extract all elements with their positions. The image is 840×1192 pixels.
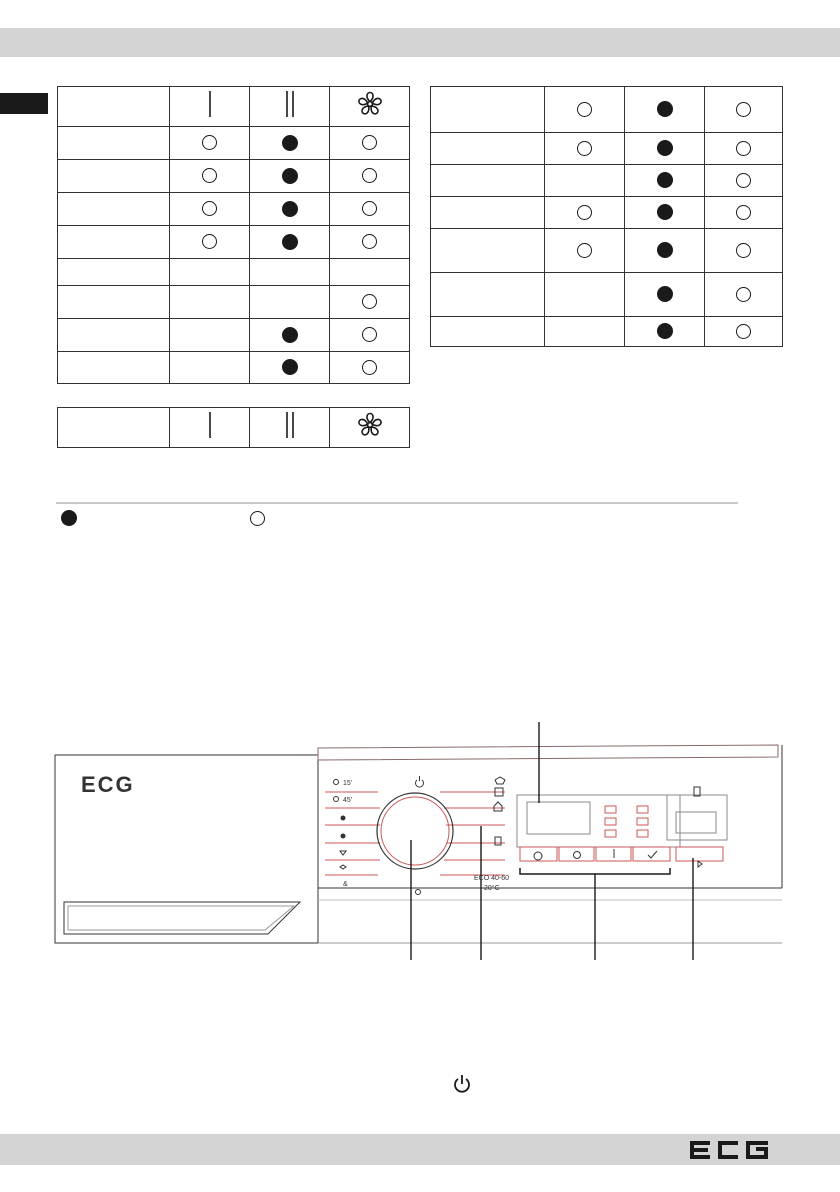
options-table-left [57, 86, 410, 384]
table-row [58, 352, 410, 384]
program-label-eco: ECO 40-60 [474, 875, 510, 882]
table-row [58, 127, 410, 160]
open-circle-icon [202, 234, 217, 249]
filled-circle-icon [657, 172, 673, 188]
option-cell [330, 226, 410, 259]
open-circle-icon [577, 102, 592, 117]
open-circle-icon [202, 201, 217, 216]
open-circle-icon [577, 205, 592, 220]
filled-circle-icon [61, 510, 77, 526]
header-cell [250, 408, 330, 448]
program-label: 45' [343, 797, 353, 804]
header-cell [170, 408, 250, 448]
filled-circle-icon [657, 242, 673, 258]
table-row [58, 319, 410, 352]
option-cell [170, 226, 250, 259]
option-cell [705, 87, 783, 133]
row-label-cell [58, 319, 170, 352]
filled-circle-icon [282, 201, 298, 217]
header-cell [250, 87, 330, 127]
option-cell [625, 133, 705, 165]
panel-logo: ECG [81, 772, 135, 797]
option-cell [250, 319, 330, 352]
option-cell [170, 319, 250, 352]
option-cell [330, 352, 410, 384]
row-label-cell [431, 197, 545, 229]
open-circle-icon [362, 135, 377, 150]
open-circle-icon [736, 173, 751, 188]
option-cell [625, 229, 705, 273]
separator-line [56, 502, 738, 504]
control-panel-illustration [0, 710, 840, 970]
option-cell [170, 160, 250, 193]
row-label-cell [431, 317, 545, 347]
option-cell [330, 259, 410, 286]
filled-circle-icon [282, 135, 298, 151]
header-cell [58, 408, 170, 448]
options-table-small [57, 407, 410, 448]
row-label-cell [58, 160, 170, 193]
option-cell [250, 259, 330, 286]
filled-circle-icon [657, 101, 673, 117]
filled-circle-icon [282, 168, 298, 184]
row-label-cell [58, 352, 170, 384]
open-circle-icon [362, 234, 377, 249]
open-circle-icon [362, 168, 377, 183]
filled-circle-icon [657, 204, 673, 220]
filled-circle-icon [657, 140, 673, 156]
filled-circle-icon [282, 327, 298, 343]
option-cell [330, 286, 410, 319]
program-label: 15' [343, 780, 353, 787]
option-cell [625, 87, 705, 133]
table-header-row [58, 87, 410, 127]
row-label-cell [58, 286, 170, 319]
option-cell [705, 317, 783, 347]
open-circle-icon [736, 141, 751, 156]
open-circle-icon [362, 360, 377, 375]
option-cell [705, 133, 783, 165]
option-cell [705, 229, 783, 273]
table-row [58, 226, 410, 259]
option-cell [705, 165, 783, 197]
option-cell [250, 160, 330, 193]
open-circle-icon [202, 168, 217, 183]
table-row [58, 193, 410, 226]
table-row [431, 197, 783, 229]
option-cell [625, 165, 705, 197]
power-icon [452, 1073, 472, 1100]
filled-circle-icon [657, 286, 673, 302]
program-label-20: 20°C [484, 885, 500, 892]
fan-icon [357, 412, 383, 443]
option-cell [170, 286, 250, 319]
filled-circle-icon [657, 323, 673, 339]
header-cell [330, 408, 410, 448]
table-row [58, 259, 410, 286]
option-cell [545, 197, 625, 229]
open-circle-icon [362, 327, 377, 342]
filled-circle-icon [282, 359, 298, 375]
header-bar [0, 28, 840, 57]
option-cell [250, 352, 330, 384]
option-cell [545, 317, 625, 347]
option-cell [545, 133, 625, 165]
fan-icon [357, 91, 383, 122]
table-row [431, 317, 783, 347]
option-cell [625, 197, 705, 229]
row-label-cell [431, 165, 545, 197]
open-circle-icon [362, 201, 377, 216]
level-two-icon [284, 91, 296, 122]
option-cell [250, 127, 330, 160]
option-cell [330, 319, 410, 352]
option-cell [545, 87, 625, 133]
table-row [431, 87, 783, 133]
header-cell [170, 87, 250, 127]
filled-circle-icon [282, 234, 298, 250]
table-row [58, 286, 410, 319]
option-cell [545, 229, 625, 273]
level-one-icon [207, 412, 213, 443]
row-label-cell [58, 226, 170, 259]
table-row [431, 133, 783, 165]
language-tab [0, 93, 48, 114]
option-cell [170, 127, 250, 160]
option-cell [330, 127, 410, 160]
row-label-cell [431, 133, 545, 165]
table-row [431, 229, 783, 273]
open-circle-icon [202, 135, 217, 150]
option-cell [250, 286, 330, 319]
open-circle-icon [577, 141, 592, 156]
level-one-icon [207, 91, 213, 122]
legend [60, 510, 300, 528]
option-cell [705, 197, 783, 229]
option-cell [545, 273, 625, 317]
level-two-icon [284, 412, 296, 443]
option-cell [170, 352, 250, 384]
option-cell [625, 273, 705, 317]
table-row [431, 273, 783, 317]
open-circle-icon [736, 287, 751, 302]
option-cell [330, 193, 410, 226]
option-cell [545, 165, 625, 197]
option-cell [170, 193, 250, 226]
header-cell [58, 87, 170, 127]
table-row [431, 165, 783, 197]
open-circle-icon [577, 243, 592, 258]
open-circle-icon [250, 511, 265, 526]
open-circle-icon [362, 294, 377, 309]
row-label-cell [431, 273, 545, 317]
option-cell [625, 317, 705, 347]
table-row [58, 160, 410, 193]
options-table-right [430, 86, 783, 347]
open-circle-icon [736, 324, 751, 339]
row-label-cell [431, 87, 545, 133]
option-cell [705, 273, 783, 317]
row-label-cell [58, 193, 170, 226]
open-circle-icon [736, 243, 751, 258]
row-label-cell [431, 229, 545, 273]
program-label: & [343, 881, 348, 888]
option-cell [250, 193, 330, 226]
footer-logo [688, 1137, 776, 1168]
option-cell [170, 259, 250, 286]
open-circle-icon [736, 205, 751, 220]
option-cell [330, 160, 410, 193]
open-circle-icon [736, 102, 751, 117]
row-label-cell [58, 127, 170, 160]
header-cell [330, 87, 410, 127]
row-label-cell [58, 259, 170, 286]
option-cell [250, 226, 330, 259]
